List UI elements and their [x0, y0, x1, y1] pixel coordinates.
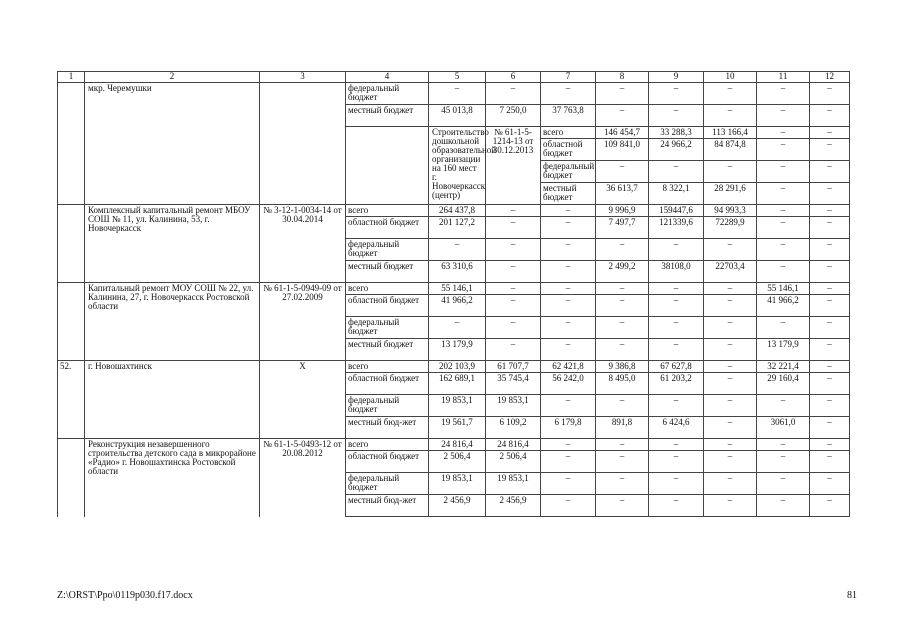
value-cell: – — [810, 473, 850, 495]
value-cell: – — [649, 473, 704, 495]
value-cell: – — [541, 239, 596, 261]
column-number-12: 12 — [810, 72, 850, 83]
value-cell: 24 816,4 — [429, 439, 486, 451]
document-ref-cell: № 61-1-5-0949-09 от 27.02.2009 — [260, 283, 346, 361]
column-number-5: 5 — [429, 72, 486, 83]
value-cell: – — [704, 283, 757, 295]
value-cell: 162 689,1 — [429, 373, 486, 395]
column-number-7: 7 — [541, 72, 596, 83]
value-cell: 35 745,4 — [486, 373, 541, 395]
value-cell: – — [810, 261, 850, 283]
value-cell: – — [649, 239, 704, 261]
value-cell: 13 179,9 — [757, 339, 810, 361]
value-cell: – — [541, 217, 596, 239]
value-cell: 2 499,2 — [596, 261, 649, 283]
value-cell: 7 497,7 — [596, 217, 649, 239]
value-cell: – — [757, 395, 810, 417]
value-cell: – — [649, 105, 704, 127]
value-cell: – — [810, 127, 850, 139]
funding-source-cell: местный бюджет — [346, 339, 429, 361]
funding-source-cell: областной бюджет — [346, 451, 429, 473]
value-cell: 146 454,7 — [596, 127, 649, 139]
value-cell: – — [541, 295, 596, 317]
value-cell: 56 242,0 — [541, 373, 596, 395]
table-row — [58, 83, 850, 105]
document-ref-cell: Х — [260, 361, 346, 439]
value-cell: – — [810, 317, 850, 339]
row-number-cell: 52. — [58, 361, 85, 439]
value-cell: 94 993,3 — [704, 205, 757, 217]
table-row — [58, 205, 850, 217]
value-cell: – — [757, 183, 810, 205]
value-cell: – — [596, 439, 649, 451]
row-number-cell — [58, 439, 85, 517]
value-cell: – — [649, 317, 704, 339]
value-cell: – — [810, 239, 850, 261]
value-cell: – — [757, 205, 810, 217]
value-cell: – — [810, 205, 850, 217]
document-table — [57, 71, 850, 517]
value-cell: – — [704, 473, 757, 495]
value-cell: – — [596, 495, 649, 517]
value-cell: – — [810, 161, 850, 183]
funding-source-cell: местный бюджет — [346, 105, 429, 127]
value-cell: 9 386,8 — [596, 361, 649, 373]
value-cell: – — [596, 395, 649, 417]
funding-source-cell: местный бюд-жет — [346, 417, 429, 439]
value-cell: 38108,0 — [649, 261, 704, 283]
value-cell: – — [596, 105, 649, 127]
value-cell: 67 627,8 — [649, 361, 704, 373]
value-cell: – — [810, 295, 850, 317]
value-cell: – — [810, 183, 850, 205]
value-cell: – — [596, 339, 649, 361]
value-cell: 33 288,3 — [649, 127, 704, 139]
value-cell: 264 437,8 — [429, 205, 486, 217]
value-cell: 159447,6 — [649, 205, 704, 217]
value-cell: 19 561,7 — [429, 417, 486, 439]
value-cell: 6 109,2 — [486, 417, 541, 439]
value-cell: – — [541, 395, 596, 417]
value-cell: – — [810, 361, 850, 373]
value-cell: 8 322,1 — [649, 183, 704, 205]
value-cell: 6 179,8 — [541, 417, 596, 439]
table-row — [58, 361, 850, 373]
value-cell: 3061,0 — [757, 417, 810, 439]
value-cell: – — [704, 161, 757, 183]
value-cell: – — [486, 239, 541, 261]
value-cell: – — [810, 373, 850, 395]
value-cell: – — [757, 105, 810, 127]
value-cell: – — [704, 495, 757, 517]
value-cell: – — [649, 439, 704, 451]
value-cell: – — [596, 473, 649, 495]
value-cell: – — [810, 105, 850, 127]
value-cell: 19 853,1 — [429, 473, 486, 495]
value-cell: – — [486, 217, 541, 239]
object-name-cell: Реконструкция незавершенного строительства детского сада в микрорайоне «Радио» г. Новошахтинска Ростовской области — [85, 439, 260, 517]
object-name-cell: Комплексный капитальный ремонт МБОУ СОШ № 11, ул. Калинина, 53, г. Новочеркасск — [85, 205, 260, 283]
value-cell: – — [649, 395, 704, 417]
value-cell: 109 841,0 — [596, 139, 649, 161]
value-cell: – — [541, 473, 596, 495]
value-cell: – — [541, 261, 596, 283]
value-cell: – — [810, 395, 850, 417]
object-name-cell: г. Новошахтинск — [85, 361, 260, 439]
value-cell: – — [541, 205, 596, 217]
value-cell: 13 179,9 — [429, 339, 486, 361]
value-cell: – — [704, 295, 757, 317]
value-cell: – — [704, 105, 757, 127]
value-cell: 2 506,4 — [429, 451, 486, 473]
value-cell: – — [649, 83, 704, 105]
funding-source-cell: областной бюджет — [541, 139, 596, 161]
value-cell: – — [810, 439, 850, 451]
page-number: 81 — [847, 590, 857, 601]
value-cell: – — [810, 139, 850, 161]
value-cell: 28 291,6 — [704, 183, 757, 205]
value-cell: – — [704, 239, 757, 261]
funding-source-cell: областной бюджет — [346, 217, 429, 239]
value-cell: 24 816,4 — [486, 439, 541, 451]
column-number-11: 11 — [757, 72, 810, 83]
value-cell: 7 250,0 — [486, 105, 541, 127]
value-cell: 61 203,2 — [649, 373, 704, 395]
table-header-row — [58, 72, 850, 83]
value-cell: – — [704, 361, 757, 373]
column-number-3: 3 — [260, 72, 346, 83]
value-cell: – — [757, 473, 810, 495]
value-cell: 37 763,8 — [541, 105, 596, 127]
row-number-cell — [346, 127, 429, 205]
value-cell: – — [757, 239, 810, 261]
value-cell: – — [757, 451, 810, 473]
table-row — [58, 283, 850, 295]
value-cell: – — [596, 283, 649, 295]
value-cell: – — [704, 317, 757, 339]
value-cell: – — [596, 295, 649, 317]
value-cell: – — [757, 317, 810, 339]
value-cell: 41 966,2 — [757, 295, 810, 317]
value-cell: – — [704, 417, 757, 439]
value-cell: – — [541, 495, 596, 517]
value-cell: – — [541, 439, 596, 451]
value-cell: – — [704, 339, 757, 361]
value-cell: – — [486, 83, 541, 105]
value-cell: – — [810, 339, 850, 361]
table-row — [58, 439, 850, 451]
value-cell: – — [596, 451, 649, 473]
value-cell: 202 103,9 — [429, 361, 486, 373]
value-cell: – — [649, 339, 704, 361]
value-cell: – — [704, 83, 757, 105]
value-cell: – — [541, 339, 596, 361]
value-cell: 55 146,1 — [429, 283, 486, 295]
value-cell: – — [429, 83, 486, 105]
value-cell: 121339,6 — [649, 217, 704, 239]
value-cell: 36 613,7 — [596, 183, 649, 205]
value-cell: 63 310,6 — [429, 261, 486, 283]
footer-file-path: Z:\ORST\Ppo\0119p030.f17.docx — [57, 590, 193, 601]
value-cell: 19 853,1 — [486, 395, 541, 417]
value-cell: 9 996,9 — [596, 205, 649, 217]
value-cell: – — [649, 295, 704, 317]
value-cell: 201 127,2 — [429, 217, 486, 239]
value-cell: – — [649, 283, 704, 295]
funding-source-cell: федеральный бюджет — [346, 473, 429, 495]
value-cell: – — [486, 295, 541, 317]
document-ref-cell — [260, 83, 346, 205]
value-cell: – — [757, 139, 810, 161]
value-cell: – — [486, 339, 541, 361]
value-cell: 22703,4 — [704, 261, 757, 283]
value-cell: 41 966,2 — [429, 295, 486, 317]
document-ref-cell: № 61-1-5-1214-13 от 30.12.2013 — [486, 127, 541, 205]
value-cell: 55 146,1 — [757, 283, 810, 295]
value-cell: – — [704, 451, 757, 473]
funding-source-cell: федеральный бюджет — [346, 317, 429, 339]
value-cell: – — [810, 217, 850, 239]
funding-source-cell: федеральный бюджет — [346, 395, 429, 417]
value-cell: – — [704, 395, 757, 417]
value-cell: – — [704, 439, 757, 451]
value-cell: – — [649, 495, 704, 517]
value-cell: – — [810, 417, 850, 439]
value-cell: – — [649, 161, 704, 183]
value-cell: – — [429, 317, 486, 339]
row-number-cell — [58, 83, 85, 205]
value-cell: – — [757, 217, 810, 239]
row-number-cell — [58, 205, 85, 283]
value-cell: – — [429, 239, 486, 261]
value-cell: – — [486, 261, 541, 283]
value-cell: – — [596, 239, 649, 261]
document-ref-cell: № 3-12-1-0034-14 от 30.04.2014 — [260, 205, 346, 283]
value-cell: 61 707,7 — [486, 361, 541, 373]
value-cell: 19 853,1 — [486, 473, 541, 495]
value-cell: – — [596, 317, 649, 339]
column-number-6: 6 — [486, 72, 541, 83]
funding-source-cell: всего — [346, 361, 429, 373]
value-cell: 2 456,9 — [486, 495, 541, 517]
value-cell: 2 456,9 — [429, 495, 486, 517]
value-cell: – — [810, 83, 850, 105]
column-number-10: 10 — [704, 72, 757, 83]
value-cell: 6 424,6 — [649, 417, 704, 439]
value-cell: – — [541, 283, 596, 295]
value-cell: – — [810, 451, 850, 473]
document-ref-cell: № 61-1-5-0493-12 от 20.08.2012 — [260, 439, 346, 517]
value-cell: – — [757, 83, 810, 105]
value-cell: – — [649, 451, 704, 473]
column-number-2: 2 — [85, 72, 260, 83]
funding-source-cell: областной бюджет — [346, 373, 429, 395]
object-name-cell: Капитальный ремонт МОУ СОШ № 22, ул. Калинина, 27, г. Новочеркасск Ростовской области — [85, 283, 260, 361]
funding-source-cell: всего — [541, 127, 596, 139]
value-cell: 32 221,4 — [757, 361, 810, 373]
value-cell: – — [486, 205, 541, 217]
value-cell: 19 853,1 — [429, 395, 486, 417]
value-cell: 113 166,4 — [704, 127, 757, 139]
funding-source-cell: всего — [346, 283, 429, 295]
object-name-cell: Строительство дошкольной образовательной организации на 160 мест г. Новочеркасск (центр) — [429, 127, 486, 205]
funding-source-cell: местный бюджет — [541, 183, 596, 205]
value-cell: – — [757, 261, 810, 283]
value-cell: – — [541, 83, 596, 105]
value-cell: – — [486, 317, 541, 339]
funding-source-cell: местный бюджет — [346, 261, 429, 283]
row-number-cell — [58, 283, 85, 361]
value-cell: – — [810, 495, 850, 517]
value-cell: – — [757, 127, 810, 139]
funding-source-cell: местный бюд-жет — [346, 495, 429, 517]
value-cell: 891,8 — [596, 417, 649, 439]
value-cell: 45 013,8 — [429, 105, 486, 127]
value-cell: 24 966,2 — [649, 139, 704, 161]
value-cell: 29 160,4 — [757, 373, 810, 395]
value-cell: – — [757, 439, 810, 451]
funding-source-cell: федеральный бюджет — [346, 83, 429, 105]
value-cell: – — [486, 283, 541, 295]
column-number-8: 8 — [596, 72, 649, 83]
value-cell: – — [596, 83, 649, 105]
value-cell: – — [810, 283, 850, 295]
funding-source-cell: федеральный бюджет — [541, 161, 596, 183]
value-cell: – — [757, 161, 810, 183]
object-name-cell: мкр. Черемушки — [85, 83, 260, 205]
column-number-4: 4 — [346, 72, 429, 83]
funding-source-cell: федеральный бюджет — [346, 239, 429, 261]
funding-source-cell: всего — [346, 205, 429, 217]
value-cell: 72289,9 — [704, 217, 757, 239]
value-cell: 62 421,8 — [541, 361, 596, 373]
value-cell: – — [704, 373, 757, 395]
value-cell: – — [541, 317, 596, 339]
value-cell: 84 874,8 — [704, 139, 757, 161]
value-cell: – — [757, 495, 810, 517]
value-cell: – — [541, 451, 596, 473]
column-number-1: 1 — [58, 72, 85, 83]
value-cell: 8 495,0 — [596, 373, 649, 395]
value-cell: 2 506,4 — [486, 451, 541, 473]
column-number-9: 9 — [649, 72, 704, 83]
funding-source-cell: всего — [346, 439, 429, 451]
funding-source-cell: областной бюджет — [346, 295, 429, 317]
value-cell: – — [596, 161, 649, 183]
